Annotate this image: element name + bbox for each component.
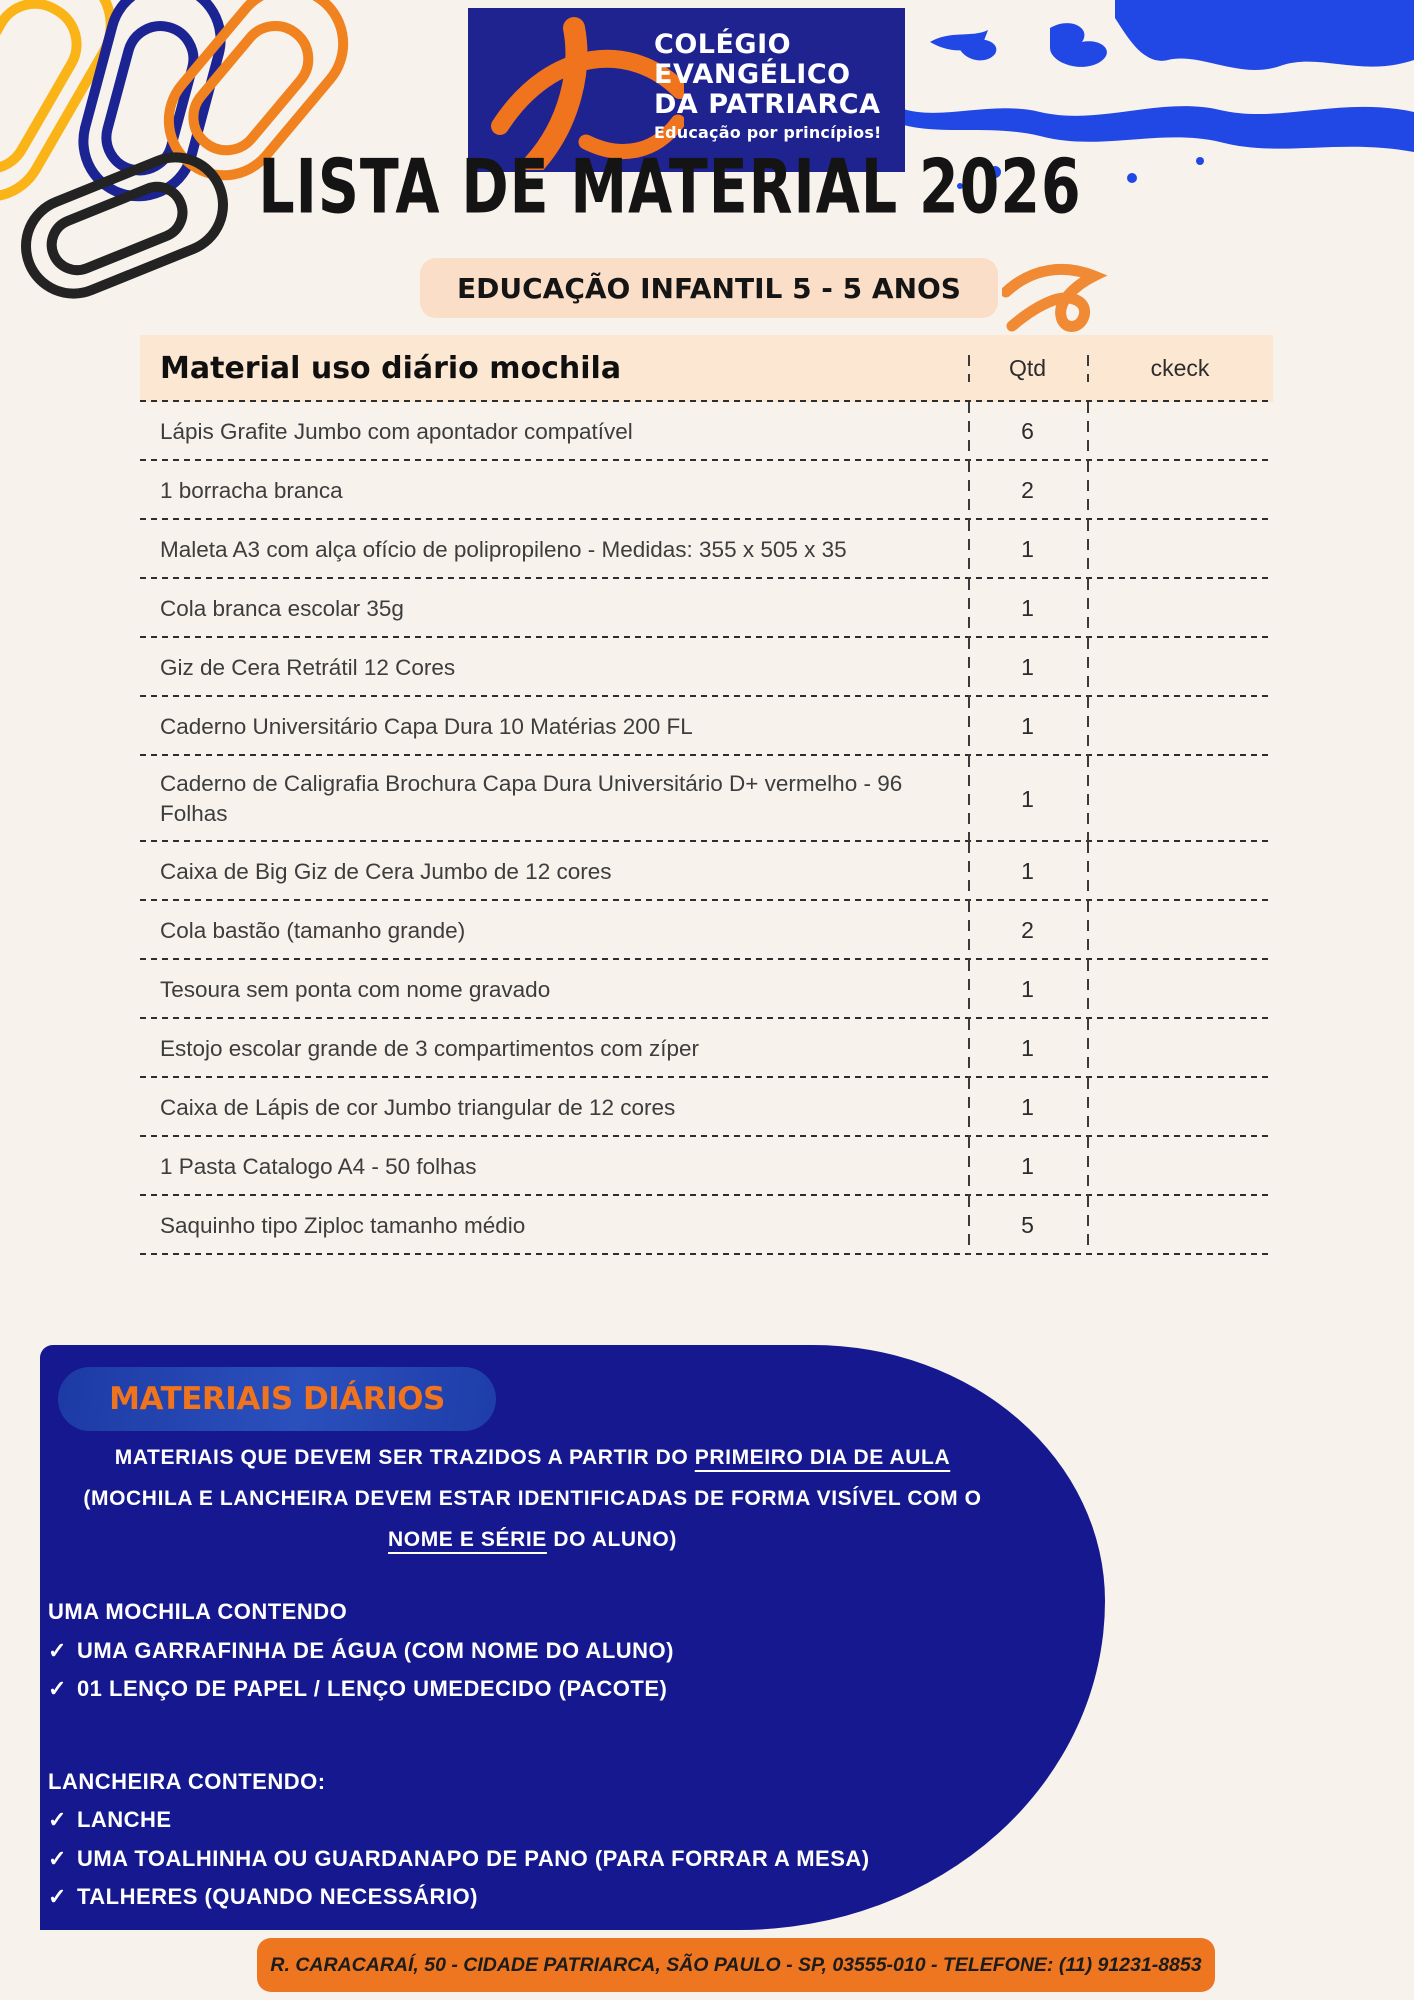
check-cell (1087, 402, 1273, 461)
backpack-heading: UMA MOCHILA CONTENDO (48, 1599, 348, 1624)
table-header-row (140, 335, 1273, 402)
list-item: ✓ UMA GARRAFINHA DE ÁGUA (COM NOME DO ALUNO) (48, 1632, 870, 1671)
check-cell (1087, 960, 1273, 1019)
check-cell (1087, 638, 1273, 697)
daily-materials-intro (60, 1437, 1005, 1560)
table-row (140, 520, 1273, 579)
material-table (140, 335, 1273, 1255)
intro-line: MATERIAIS QUE DEVEM SER TRAZIDOS A PARTIR DO PRIMEIRO DIA DE AULA (114, 1446, 951, 1469)
school-name-line: DA PATRIARCA (654, 89, 881, 120)
table-row (140, 901, 1273, 960)
column-header-material: Material uso diário mochila (160, 351, 622, 386)
list-item: ✓ TALHERES (QUANDO NECESSÁRIO) (48, 1878, 870, 1917)
qty-cell: 1 (968, 1137, 1087, 1196)
school-name (654, 30, 882, 142)
qty-cell: 2 (968, 901, 1087, 960)
table-row (140, 842, 1273, 901)
qty-cell: 1 (968, 520, 1087, 579)
table-row (140, 579, 1273, 638)
material-cell: Estojo escolar grande de 3 compartimentos com zíper (160, 1035, 700, 1061)
underlined-text: NOME E SÉRIE (388, 1528, 547, 1551)
list-item: ✓ LANCHE (48, 1801, 870, 1840)
check-cell (1087, 1196, 1273, 1255)
table-row (140, 697, 1273, 756)
material-cell: Cola bastão (tamanho grande) (160, 917, 466, 943)
school-tagline: Educação por princípios! (654, 123, 882, 142)
table-row (140, 461, 1273, 520)
material-cell: Lápis Grafite Jumbo com apontador compatível (160, 418, 633, 444)
check-cell (1087, 697, 1273, 756)
table-row (140, 960, 1273, 1019)
qty-cell: 1 (968, 697, 1087, 756)
material-cell: 1 Pasta Catalogo A4 - 50 folhas (160, 1153, 477, 1179)
qty-cell: 2 (968, 461, 1087, 520)
daily-materials-section (40, 1345, 1105, 1930)
check-cell (1087, 579, 1273, 638)
qty-cell: 1 (968, 1019, 1087, 1078)
qty-cell: 1 (968, 756, 1087, 842)
material-cell: Caixa de Big Giz de Cera Jumbo de 12 cores (160, 858, 612, 884)
table-row (140, 638, 1273, 697)
check-icon: ✓ (48, 1845, 67, 1871)
check-icon: ✓ (48, 1884, 67, 1909)
paint-splash-decoration (900, 0, 1414, 280)
check-cell (1087, 1078, 1273, 1137)
grade-badge: EDUCAÇÃO INFANTIL 5 - 5 ANOS (420, 258, 998, 318)
page-title: LISTA DE MATERIAL 2026 (258, 144, 1082, 232)
list-item: ✓ 01 LENÇO DE PAPEL / LENÇO UMEDECIDO (PACOTE) (48, 1670, 870, 1709)
qty-cell: 6 (968, 402, 1087, 461)
material-cell: Giz de Cera Retrátil 12 Cores (160, 654, 456, 680)
column-header-check: ckeck (1087, 355, 1273, 382)
underlined-text: PRIMEIRO DIA DE AULA (694, 1446, 951, 1469)
lunchbox-list (48, 1763, 870, 1917)
table-row (140, 1137, 1273, 1196)
check-icon: ✓ (48, 1637, 67, 1663)
qty-cell: 5 (968, 1196, 1087, 1255)
qty-cell: 1 (968, 960, 1087, 1019)
check-icon: ✓ (48, 1676, 67, 1701)
table-row (140, 1019, 1273, 1078)
scissors-doodle-icon (1002, 250, 1112, 338)
column-header-qty: Qtd (968, 355, 1087, 382)
intro-line: NOME E SÉRIE DO ALUNO) (388, 1528, 677, 1551)
qty-cell: 1 (968, 579, 1087, 638)
material-cell: Maleta A3 com alça ofício de polipropileno - Medidas: 355 x 505 x 35 (160, 536, 847, 562)
material-cell: Tesoura sem ponta com nome gravado (160, 976, 551, 1002)
qty-cell: 1 (968, 842, 1087, 901)
qty-cell: 1 (968, 1078, 1087, 1137)
table-row (140, 1196, 1273, 1255)
school-name-line: EVANGÉLICO (654, 59, 851, 90)
school-name-line: COLÉGIO (654, 29, 792, 60)
table-row (140, 402, 1273, 461)
check-cell (1087, 1019, 1273, 1078)
daily-materials-badge: MATERIAIS DIÁRIOS (58, 1367, 496, 1431)
material-cell: 1 borracha branca (160, 477, 343, 503)
list-item: ✓ UMA TOALHINHA OU GUARDANAPO DE PANO (PARA FORRAR A MESA) (48, 1840, 870, 1879)
daily-materials-lists (48, 1593, 870, 1917)
check-cell (1087, 901, 1273, 960)
material-cell: Caderno Universitário Capa Dura 10 Matérias 200 FL (160, 713, 693, 739)
material-cell: Cola branca escolar 35g (160, 595, 404, 621)
backpack-list (48, 1593, 870, 1709)
table-row (140, 1078, 1273, 1137)
qty-cell: 1 (968, 638, 1087, 697)
check-cell (1087, 1137, 1273, 1196)
check-cell (1087, 520, 1273, 579)
check-cell (1087, 756, 1273, 842)
material-cell: Saquinho tipo Ziploc tamanho médio (160, 1212, 526, 1238)
address-bar: R. CARACARAÍ, 50 - CIDADE PATRIARCA, SÃO PAULO - SP, 03555-010 - TELEFONE: (11) 91231-8853 (257, 1938, 1215, 1992)
lunchbox-items (48, 1801, 870, 1917)
table-body (140, 402, 1273, 1255)
intro-line: (MOCHILA E LANCHEIRA DEVEM ESTAR IDENTIFICADAS DE FORMA VISÍVEL COM O (83, 1487, 982, 1510)
lunchbox-heading: LANCHEIRA CONTENDO: (48, 1768, 326, 1794)
backpack-items (48, 1632, 870, 1709)
material-cell: Caderno de Caligrafia Brochura Capa Dura Universitário D+ vermelho - 96 Folhas (160, 771, 903, 826)
check-cell (1087, 461, 1273, 520)
check-cell (1087, 842, 1273, 901)
check-icon: ✓ (48, 1807, 67, 1832)
table-row (140, 756, 1273, 842)
material-cell: Caixa de Lápis de cor Jumbo triangular de 12 cores (160, 1094, 676, 1120)
